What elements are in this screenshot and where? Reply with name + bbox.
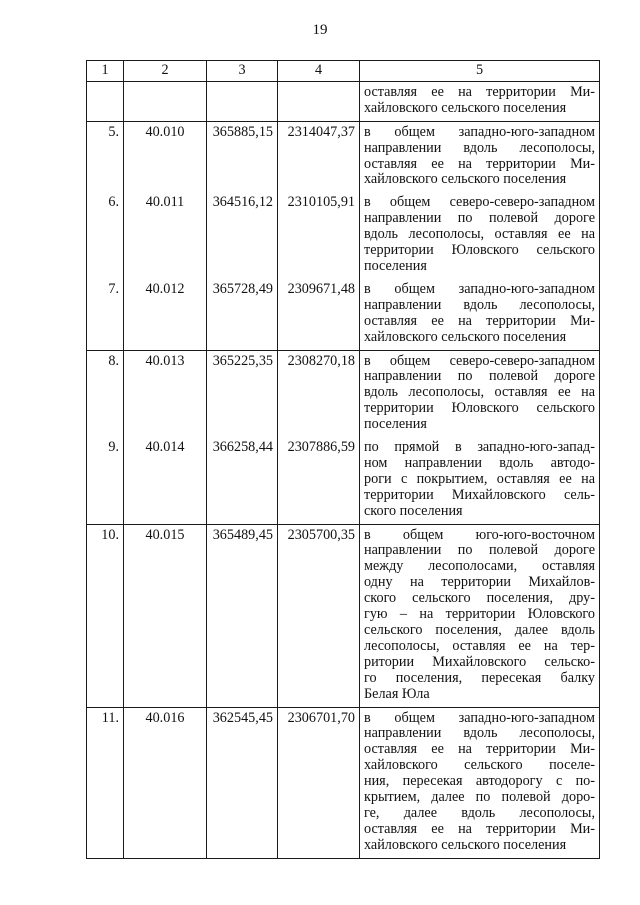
description-line: крытием, далее по полевой доро- (364, 789, 595, 806)
table-row (87, 437, 600, 524)
continuation-description (360, 81, 600, 121)
coordinate-y: 2308270,18 (278, 350, 360, 437)
description-line: ского поселения (364, 502, 463, 519)
table-row (87, 524, 600, 707)
row-number: 5. (87, 121, 124, 192)
description-line: хайловского сельского поселения (364, 328, 567, 345)
boundary-description (360, 121, 600, 192)
description-line: направлении по полевой дороге (364, 368, 595, 385)
description-line: хайловского сельского поселе- (364, 757, 595, 774)
description-line: Белая Юла (364, 685, 430, 702)
description-line: в общем западно-юго-западном (364, 280, 595, 297)
description-line: по прямой в западно-юго-запад- (364, 439, 595, 456)
cell-empty (87, 81, 124, 121)
description-line: одну на территории Михайлов- (364, 574, 595, 591)
row-number: 10. (87, 524, 124, 707)
description-line: хайловского сельского поселения (364, 836, 567, 853)
point-code: 40.010 (124, 121, 207, 192)
description-line: оставляя ее на территории Ми- (364, 312, 595, 329)
boundary-description (360, 350, 600, 437)
description-line: направлении по полевой дороге (364, 210, 595, 227)
page-number: 19 (312, 22, 328, 38)
description-line: вдоль лесополосы, оставляя ее на (364, 226, 595, 243)
coordinate-y: 2305700,35 (278, 524, 360, 707)
description-line: сельского поселения, далее вдоль (364, 622, 595, 638)
description-line: направлении вдоль лесополосы, (364, 725, 595, 742)
header-col-1: 1 (87, 61, 124, 82)
cell-empty (207, 81, 278, 121)
description-line: направлении по полевой дороге (364, 542, 595, 559)
description-line: территории Михайловского сель- (364, 486, 595, 503)
point-code: 40.012 (124, 279, 207, 350)
boundary-description (360, 437, 600, 524)
description-line: лесополосы, оставляя ее на тер- (364, 637, 595, 654)
coordinate-x: 365225,35 (207, 350, 278, 437)
description-line: гую – на территории Юловского (364, 606, 595, 623)
row-number: 7. (87, 279, 124, 350)
boundary-description (360, 524, 600, 707)
description-line: роги с покрытием, оставляя ее на (364, 470, 595, 487)
point-code: 40.011 (124, 192, 207, 279)
description-line: го поселения, пересекая балку (364, 669, 595, 686)
coordinate-y: 2314047,37 (278, 121, 360, 192)
description-line: ге, далее вдоль лесополосы, (364, 804, 595, 821)
row-number: 11. (87, 707, 124, 858)
description-line: в общем северо-северо-западном (364, 352, 595, 369)
coordinate-y: 2306701,70 (278, 707, 360, 858)
coordinate-x: 366258,44 (207, 437, 278, 524)
header-col-2: 2 (124, 61, 207, 82)
description-line: территории Юловского сельского (364, 242, 595, 259)
continuation-row (87, 81, 600, 121)
boundary-description (360, 192, 600, 279)
point-code: 40.015 (124, 524, 207, 707)
description-line: оставляя ее на территории Ми- (364, 820, 595, 837)
coordinate-x: 362545,45 (207, 707, 278, 858)
coordinate-x: 365728,49 (207, 279, 278, 350)
row-number: 8. (87, 350, 124, 437)
point-code: 40.013 (124, 350, 207, 437)
description-line: между лесополосами, оставляя (364, 558, 595, 575)
description-line: территории Юловского сельского (364, 400, 595, 417)
description-line: оставляя ее на территории Ми- (364, 83, 595, 100)
description-line: направлении вдоль лесополосы, (364, 296, 595, 313)
cell-empty (124, 81, 207, 121)
table-row (87, 707, 600, 858)
coordinate-y: 2310105,91 (278, 192, 360, 279)
point-code: 40.016 (124, 707, 207, 858)
table-row (87, 192, 600, 279)
header-col-5: 5 (360, 61, 600, 82)
cell-empty (278, 81, 360, 121)
description-line: вдоль лесополосы, оставляя ее на (364, 384, 595, 401)
table-row (87, 279, 600, 350)
description-line: направлении вдоль лесополосы, (364, 139, 595, 156)
description-line: ном направлении вдоль автодо- (364, 454, 595, 471)
description-line: хайловского сельского поселения (364, 171, 567, 188)
description-line: в общем западно-юго-западном (364, 123, 595, 140)
description-line: оставляя ее на территории Ми- (364, 155, 595, 172)
description-line: ния, пересекая автодорогу с по- (364, 773, 595, 790)
boundary-description (360, 707, 600, 858)
coordinate-y: 2309671,48 (278, 279, 360, 350)
coordinate-y: 2307886,59 (278, 437, 360, 524)
coordinate-x: 365885,15 (207, 121, 278, 192)
row-number: 6. (87, 192, 124, 279)
header-col-3: 3 (207, 61, 278, 82)
point-code: 40.014 (124, 437, 207, 524)
description-line: оставляя ее на территории Ми- (364, 741, 595, 758)
description-line: в общем юго-юго-восточном (364, 526, 595, 543)
coordinate-x: 365489,45 (207, 524, 278, 707)
boundary-description (360, 279, 600, 350)
boundary-table (86, 60, 600, 859)
description-line: ского сельского поселения, дру- (364, 590, 595, 607)
header-col-4: 4 (278, 61, 360, 82)
description-line: в общем западно-юго-западном (364, 709, 595, 726)
table-header-row (87, 61, 600, 82)
description-line: в общем северо-северо-западном (364, 194, 595, 211)
table-row (87, 350, 600, 437)
description-line: поселения (364, 416, 427, 433)
coordinate-x: 364516,12 (207, 192, 278, 279)
row-number: 9. (87, 437, 124, 524)
description-line: хайловского сельского поселения (364, 99, 567, 116)
table-row (87, 121, 600, 192)
description-line: ритории Михайловского сельско- (364, 653, 595, 670)
description-line: поселения (364, 257, 427, 274)
